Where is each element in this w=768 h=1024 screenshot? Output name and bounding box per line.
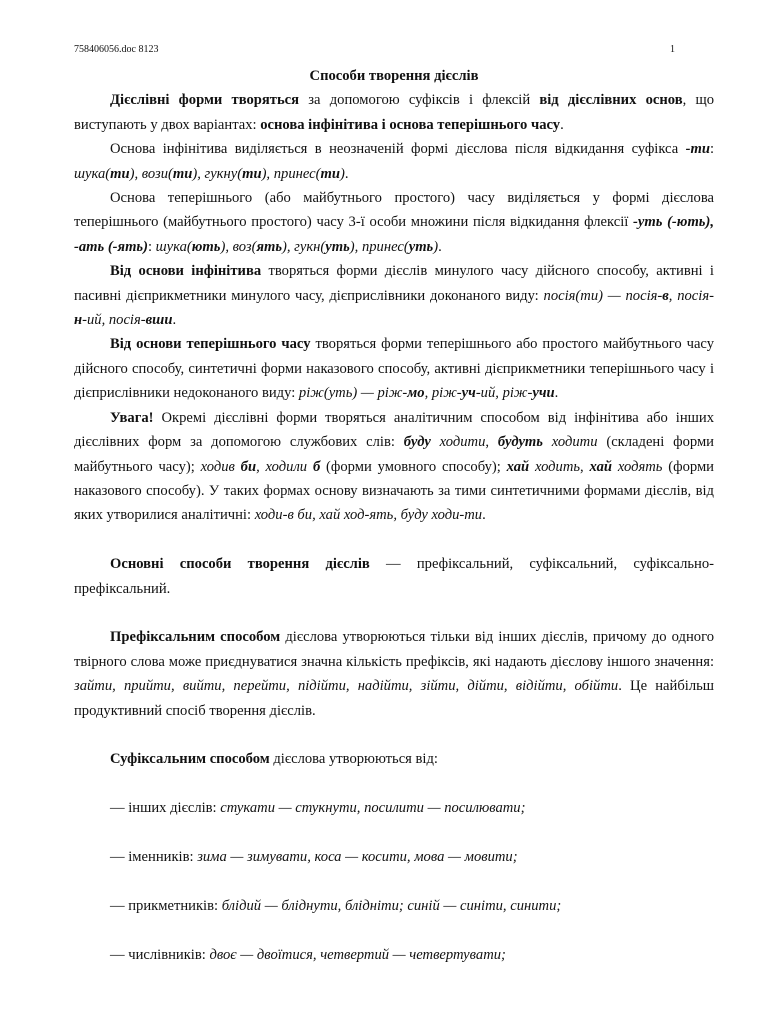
text-run: ), <box>129 165 142 182</box>
text-run: мо <box>407 385 425 402</box>
text-run: , <box>580 458 590 475</box>
page-number: 1 <box>670 44 675 55</box>
text-run: уть <box>325 238 350 255</box>
text-run: н <box>74 312 83 329</box>
text-run: (складені форми майбутнього часу); <box>74 434 714 475</box>
text-run: ходити <box>430 434 486 451</box>
document-body <box>74 64 714 967</box>
paragraph-main-methods <box>74 552 714 601</box>
text-run: ходи-в би, хай ход-ять, буду ходи-ти <box>254 507 483 524</box>
text-run: двоє — двоїтися, четвертий — четвертувати; <box>209 946 506 963</box>
text-run: ходили <box>265 458 313 475</box>
text-run: . <box>560 116 564 133</box>
text-run: : <box>709 141 714 158</box>
text-run: -уть (-ють), -ать (-ять) <box>74 214 714 255</box>
text-run: творяться форми теперішнього або простого майбутнього часу дійсного способу, синтетичні форми наказового способу, активні дієприкметники теперішнього часу і дієприслівники недоконаного виду: <box>74 336 715 402</box>
text-run: -ий, посія- <box>82 312 146 329</box>
text-run: , ріж- <box>424 385 462 402</box>
text-run: вози( <box>141 165 173 182</box>
paragraph-infinitive-stem <box>74 137 714 186</box>
paragraph-from-infinitive <box>74 259 714 332</box>
text-run: ходити <box>542 434 598 451</box>
text-run: зайти, прийти, вийти, перейти, підійти, надійти, зійти, дійти, відійти, обійти <box>74 678 619 695</box>
text-run: Суфіксальним способом <box>110 751 270 768</box>
text-run: — префіксальний, суфіксальний, суфіксально-префіксальний. <box>74 556 714 597</box>
list-item <box>74 796 714 820</box>
text-run: творяться форми дієслів минулого часу дійсного способу, активні і пасивні дієприкметники минулого часу, дієприслівники доконаного виду: <box>74 263 714 304</box>
text-run: ), <box>261 165 274 182</box>
text-run: — прикметників: <box>110 897 222 914</box>
text-run: шука( <box>155 238 192 255</box>
text-run: Основа теперішнього (або майбутнього простого) часу виділяється у формі дієслова теперішнього (майбутнього простого) часу 3-ї особи множини після відкидання флексії <box>74 190 714 231</box>
text-run: гукн( <box>294 238 326 255</box>
text-run: -ти <box>685 141 710 158</box>
text-run: б <box>312 458 321 475</box>
list-item <box>74 894 714 918</box>
text-run: Основні способи творення дієслів <box>110 556 370 573</box>
text-run: ти <box>110 165 130 182</box>
text-run: , посія- <box>668 287 714 304</box>
text-run: , <box>485 434 498 451</box>
text-run: ходить <box>529 458 581 475</box>
text-run: — іменників: <box>110 848 198 865</box>
text-run: ріж(уть) — ріж- <box>298 385 408 402</box>
paragraph-from-present <box>74 332 714 405</box>
text-run: Префіксальним способом <box>110 629 281 646</box>
text-run: зима — зимувати, коса — косити, мова — мовити; <box>197 848 518 865</box>
text-run: дієслова утворюються тільки від інших дієслів, причому до одного твірного слова може приєднуватися значна кількість префіксів, які надають дієслову іншого значення: <box>74 629 715 670</box>
text-run: . <box>344 165 349 182</box>
text-run: . <box>438 238 442 255</box>
text-run: . <box>172 312 177 329</box>
text-run: учи <box>532 385 555 402</box>
text-run: . <box>482 507 486 524</box>
text-run: , що виступають у двох варіантах: <box>74 92 714 133</box>
text-run: ) <box>339 165 345 182</box>
text-run: шука( <box>74 165 111 182</box>
text-run: ти <box>242 165 262 182</box>
text-run: , <box>256 458 266 475</box>
text-run: воз( <box>232 238 257 255</box>
paragraph-verb-forms <box>74 88 714 137</box>
text-run: ти <box>172 165 193 182</box>
paragraph-prefix-method <box>74 625 714 723</box>
text-run: ходив <box>200 458 241 475</box>
list-item <box>74 943 714 967</box>
text-run: стукати — стукнути, посилити — посилювати; <box>220 800 526 817</box>
text-run: — інших дієслів: <box>110 800 221 817</box>
text-run: принес( <box>361 238 409 255</box>
text-run: ють <box>191 238 221 255</box>
text-run: -ий, ріж- <box>475 385 533 402</box>
text-run: ходять <box>612 458 663 475</box>
text-run: уч <box>461 385 476 402</box>
text-run: (форми наказового способу). У таких формах основу визначають за тими синтетичними формами дієслів, від яких утворилися аналітичні: <box>74 458 714 524</box>
text-run: (форми умовного способу); <box>320 458 507 475</box>
text-run: — числівників: <box>110 946 210 963</box>
paragraph-attention <box>74 406 714 528</box>
paragraph-present-stem <box>74 186 714 259</box>
text-run: Від основи інфінітива <box>110 263 262 280</box>
text-run: за допомогою суфіксів і флексій <box>299 92 540 109</box>
text-run: дієслова утворюються від: <box>269 751 438 768</box>
text-run: ти <box>320 165 340 182</box>
text-run: Від основи теперішнього часу <box>110 336 311 353</box>
text-run: блідий — бліднути, блідніти; синій — синіти, синити; <box>221 897 562 914</box>
text-run: основа інфінітива і основа теперішнього часу <box>260 116 561 133</box>
text-run: вши <box>145 312 173 329</box>
text-run: ять <box>256 238 282 255</box>
text-run: в <box>662 287 669 304</box>
text-run: . Це найбільш продуктивний спосіб творення дієслів. <box>74 678 714 719</box>
text-run: буду <box>403 434 431 451</box>
paragraph-suffix-method <box>74 747 714 771</box>
text-run: ), <box>282 238 295 255</box>
text-run: : <box>147 238 156 255</box>
text-run: . <box>554 385 559 402</box>
text-run: ), <box>349 238 362 255</box>
text-run: посія(ти) — посія- <box>543 287 663 304</box>
text-run: від дієслівних основ <box>539 92 683 109</box>
file-name-header: 758406056.doc 8123 <box>74 44 159 55</box>
text-run: ), <box>192 165 205 182</box>
text-run: Окремі дієслівні форми творяться аналітичним способом від інфінітива або інших дієслівних форм за допомогою службових слів: <box>74 409 714 451</box>
list-item <box>74 845 714 869</box>
text-run: гукну( <box>204 165 243 182</box>
text-run: ) <box>433 238 439 255</box>
text-run: ), <box>220 238 233 255</box>
document-title: Способи творення дієслів <box>309 68 479 84</box>
text-run: Основа інфінітива виділяється в неозначеній формі дієслова після відкидання суфікса <box>110 141 686 158</box>
text-run: уть <box>408 238 434 255</box>
text-run: хай <box>506 458 530 475</box>
derivation-list <box>74 796 714 967</box>
text-run: принес( <box>273 165 321 182</box>
text-run: Дієслівні форми творяться <box>110 92 300 109</box>
text-run: би <box>240 458 257 475</box>
text-run: будуть <box>497 434 543 451</box>
text-run: хай <box>589 458 613 475</box>
text-run: Увага! <box>110 409 154 426</box>
